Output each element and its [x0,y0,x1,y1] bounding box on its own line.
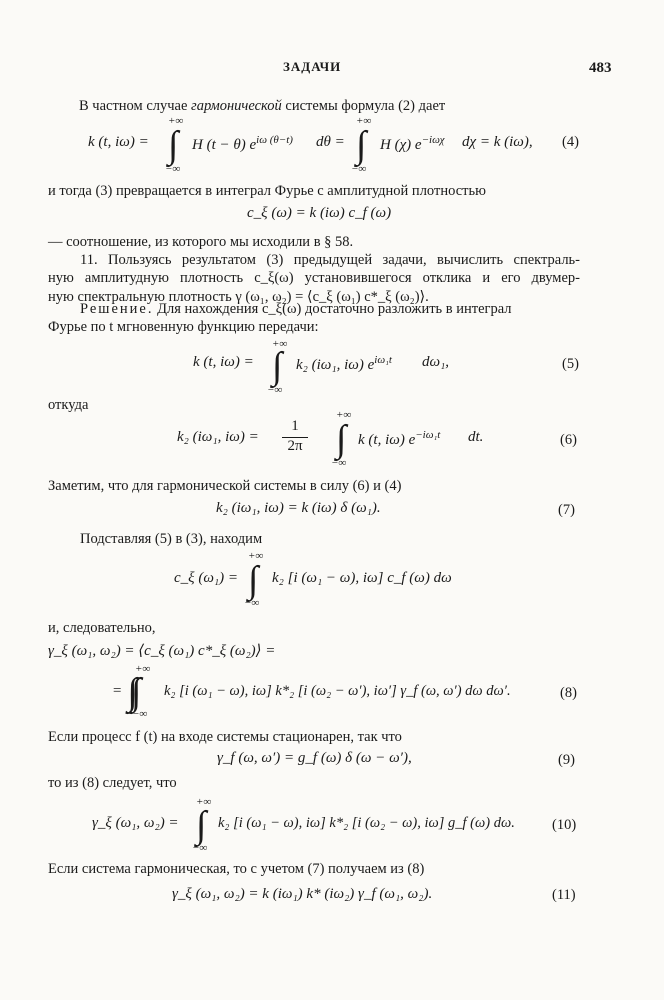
word-otkuda: откуда [48,397,89,413]
eq4-lhs: k (t, iω) = [88,134,149,150]
eq5-lhs: k (t, iω) = [193,354,254,370]
eq5-tail: dω₁, [422,354,450,370]
equation-11: γ_ξ (ω₁, ω₂) = k (iω₁) k* (iω₂) γ_f (ω₁, ω₂). [172,886,433,902]
eq6-tail: dt. [468,429,484,445]
eq8-integrand: k₂ [i (ω₁ − ω), iω] k*₂ [i (ω₂ − ω′), iω′] γ_f (ω, ω′) dω dω′. [164,683,511,699]
page-number: 483 [589,60,612,76]
eq4-lower-limit-2: −∞ [351,163,367,175]
eq6-lhs: k₂ (iω₁, iω) = [177,429,259,445]
paragraph-harmonic-result: Если система гармоническая, то с учетом (7) получаем из (8) [48,861,425,877]
integral-sign: ∫ [248,559,259,601]
eq8-upper-limit: +∞ [135,663,151,675]
eq4-integrand-1: H (t − θ) $e^{i\omega (\theta-t)}$ [192,134,293,153]
eq-c-lhs: c_ξ (ω₁) = [174,570,238,586]
eq-c-upper-limit: +∞ [248,550,264,562]
paragraph-harmonic-case: В частном случае гармонической системы формула (2) дает [79,98,446,114]
solution-line-1: Решение. Для нахождения c_ξ(ω) достаточно разложить в интеграл [80,301,512,317]
eq4-integrand-2: H (χ) $e^{-i\omega\chi}$ [380,134,445,153]
paragraph-substituting: Подставляя (5) в (3), находим [80,531,263,547]
eq4-lower-limit-1: −∞ [165,163,181,175]
eq6-upper-limit: +∞ [336,409,352,421]
equation-number: (6) [560,432,577,448]
eq10-upper-limit: +∞ [196,796,212,808]
eq6-lower-limit: −∞ [331,457,347,469]
eq6-fraction-denominator: 2π [287,438,303,454]
integral-sign: ∫ [336,418,347,460]
eq4-dtheta: dθ = [316,134,345,150]
solution-line-2: Фурье по t мгновенную функцию передачи: [48,319,319,335]
equation-number: (9) [558,752,575,768]
equation-number: (4) [562,134,579,150]
eq8-lower-limit: −∞ [132,708,148,720]
integral-sign: ∫ [272,345,283,387]
eq4-tail: dχ = k (iω), [462,134,533,150]
eq10-lower-limit: −∞ [192,842,208,854]
integral-sign: ∫ [196,804,207,846]
eq4-upper-limit-2: +∞ [356,115,372,127]
equation-7: k₂ (iω₁, iω) = k (iω) δ (ω₁). [216,500,381,516]
integral-sign: ∫ [356,124,367,166]
eq6-fraction-numerator: 1 [291,418,299,434]
eq8-equals: = [112,683,123,699]
equation-spectral-density: c_ξ (ω) = k (iω) c_f (ω) [247,205,392,221]
equation-number: (8) [560,685,577,701]
equation-number: (5) [562,356,579,372]
problem-11-line-3: ную спектральную плотность γ (ω₁, ω₂) = ⟨c_ξ (ω₁) c*_ξ (ω₂)⟩. [48,289,429,305]
paragraph-follows: то из (8) следует, что [48,775,177,791]
paragraph-harmonic-system: Заметим, что для гармонической системы в силу (6) и (4) [48,478,402,494]
equation-number: (10) [552,817,577,833]
eq4-upper-limit-1: +∞ [168,115,184,127]
eq6-integrand: k (t, iω) $e^{-i\omega_1t}$ [358,429,441,448]
paragraph-fourier: и тогда (3) превращается в интеграл Фурье с амплитудной плотностью [48,183,486,199]
eq10-integrand: k₂ [i (ω₁ − ω), iω] k*₂ [i (ω₂ − ω), iω] g_f (ω) dω. [218,815,515,831]
paragraph-consequently: и, следовательно, [48,620,156,636]
paragraph-relation: — соотношение, из которого мы исходили в § 58. [48,234,354,250]
integral-sign: ∫ [168,124,179,166]
eq5-integrand: k₂ (iω₁, iω) $e^{i\omega_1t}$ [296,354,392,373]
paragraph-stationary: Если процесс f (t) на входе системы стационарен, так что [48,729,402,745]
problem-11-line-2: ную амплитудную плотность c_ξ(ω) установившегося отклика и его двумер- [48,270,580,286]
eq-c-lower-limit: −∞ [244,597,260,609]
eq10-lhs: γ_ξ (ω₁, ω₂) = [92,815,179,831]
problem-11-line-1: 11. Пользуясь результатом (3) предыдущей задачи, вычислить спектраль- [80,252,580,268]
eq5-lower-limit: −∞ [267,384,283,396]
equation-number: (7) [558,502,575,518]
equation-number: (11) [552,887,576,903]
eq8-line-1: γ_ξ (ω₁, ω₂) = ⟨c_ξ (ω₁) c*_ξ (ω₂)⟩ = [48,643,276,659]
running-header: ЗАДАЧИ [283,59,342,74]
eq-c-integrand: k₂ [i (ω₁ − ω), iω] c_f (ω) dω [272,570,452,586]
eq5-upper-limit: +∞ [272,338,288,350]
equation-9: γ_f (ω, ω′) = g_f (ω) δ (ω − ω′), [217,750,412,766]
